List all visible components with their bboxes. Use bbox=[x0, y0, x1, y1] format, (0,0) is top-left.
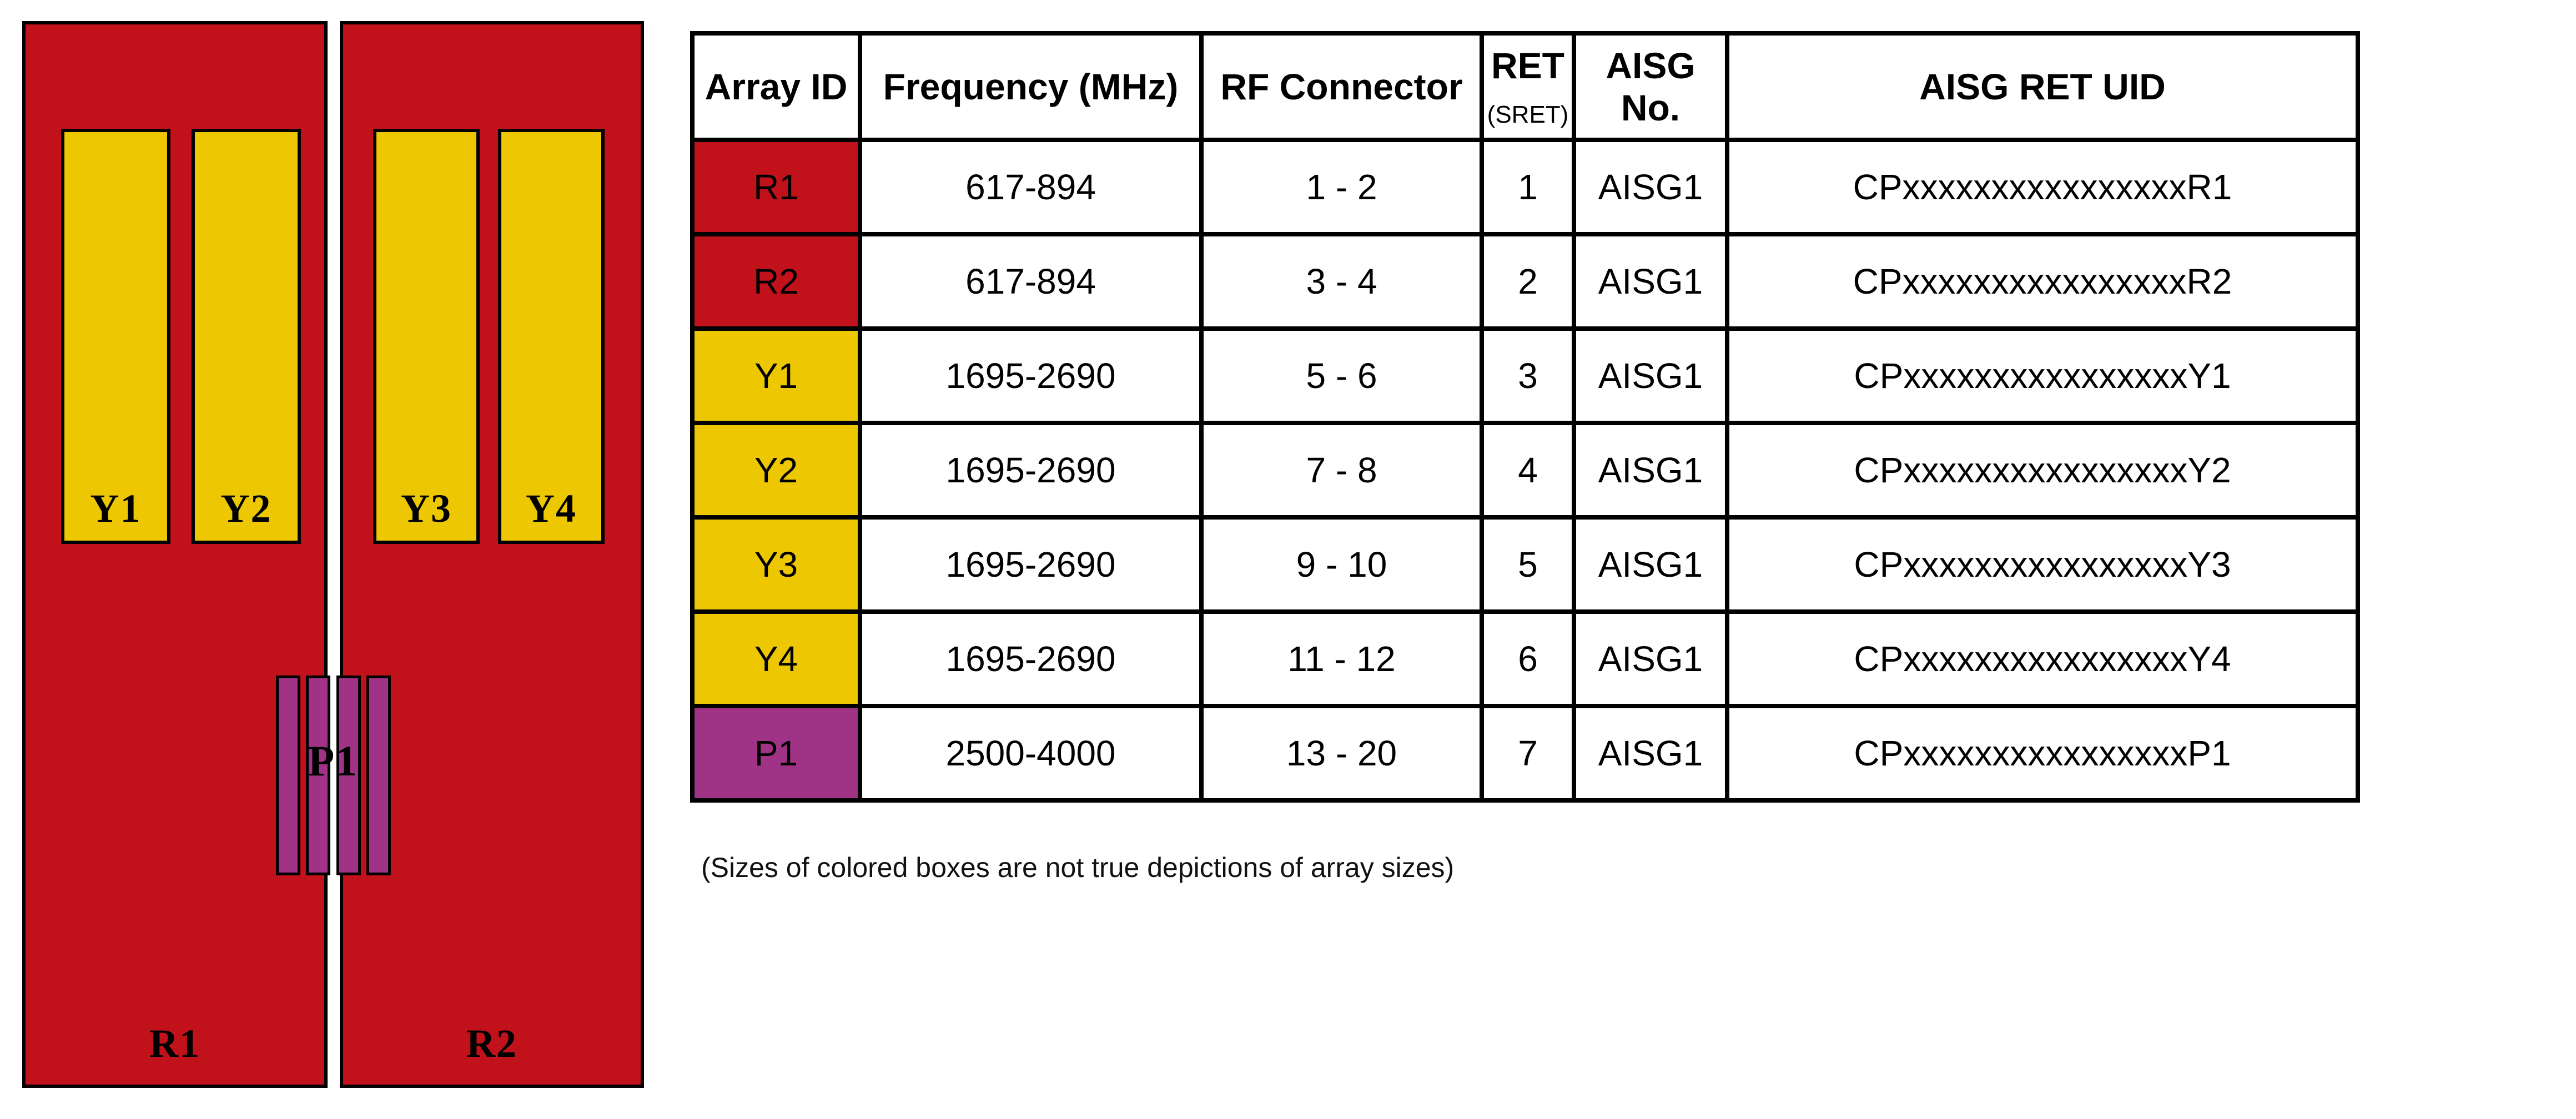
array-id-cell: Y2 bbox=[692, 423, 860, 517]
aisg-no-cell: AISG1 bbox=[1574, 140, 1727, 234]
rf-connector-cell: 13 - 20 bbox=[1201, 706, 1482, 800]
aisg-no-cell: AISG1 bbox=[1574, 423, 1727, 517]
table-row bbox=[692, 234, 2358, 329]
array-id-cell: R1 bbox=[692, 140, 860, 234]
aisg-ret-uid-cell: CPxxxxxxxxxxxxxxxxR2 bbox=[1727, 234, 2358, 329]
frequency-cell: 617-894 bbox=[860, 234, 1201, 329]
array-box-y4-label: Y4 bbox=[526, 486, 577, 531]
array-id-cell: P1 bbox=[692, 706, 860, 800]
col-header-frequency: Frequency (MHz) bbox=[860, 33, 1201, 140]
ret-cell: 7 bbox=[1482, 706, 1574, 800]
aisg-no-cell: AISG1 bbox=[1574, 234, 1727, 329]
ret-cell: 1 bbox=[1482, 140, 1574, 234]
array-box-y4 bbox=[498, 129, 605, 544]
rf-connector-cell: 7 - 8 bbox=[1201, 423, 1482, 517]
aisg-no-cell: AISG1 bbox=[1574, 706, 1727, 800]
table-row bbox=[692, 329, 2358, 423]
frequency-cell: 617-894 bbox=[860, 140, 1201, 234]
aisg-ret-uid-cell: CPxxxxxxxxxxxxxxxxY4 bbox=[1727, 612, 2358, 706]
aisg-ret-uid-cell: CPxxxxxxxxxxxxxxxxY3 bbox=[1727, 517, 2358, 612]
frequency-cell: 1695-2690 bbox=[860, 517, 1201, 612]
array-box-y1 bbox=[61, 129, 170, 544]
table-row bbox=[692, 140, 2358, 234]
aisg-no-cell: AISG1 bbox=[1574, 329, 1727, 423]
col-header-aisg-no: AISG No. bbox=[1574, 33, 1727, 140]
ret-cell: 5 bbox=[1482, 517, 1574, 612]
array-id-cell: Y3 bbox=[692, 517, 860, 612]
aisg-no-cell: AISG1 bbox=[1574, 612, 1727, 706]
rf-connector-cell: 9 - 10 bbox=[1201, 517, 1482, 612]
table-row bbox=[692, 612, 2358, 706]
port-mapping-table bbox=[690, 31, 2360, 803]
aisg-ret-uid-cell: CPxxxxxxxxxxxxxxxxY1 bbox=[1727, 329, 2358, 423]
array-box-y1-label: Y1 bbox=[90, 486, 142, 531]
array-box-y3 bbox=[373, 129, 480, 544]
rf-connector-cell: 3 - 4 bbox=[1201, 234, 1482, 329]
col-header-array-id: Array ID bbox=[692, 33, 860, 140]
table-row bbox=[692, 706, 2358, 800]
col-header-ret bbox=[1482, 33, 1574, 140]
ret-cell: 4 bbox=[1482, 423, 1574, 517]
frequency-cell: 1695-2690 bbox=[860, 329, 1201, 423]
ret-cell: 3 bbox=[1482, 329, 1574, 423]
table-row bbox=[692, 517, 2358, 612]
array-id-cell: Y4 bbox=[692, 612, 860, 706]
frequency-cell: 1695-2690 bbox=[860, 612, 1201, 706]
panel-r2-label: R2 bbox=[466, 1021, 517, 1066]
col-header-aisg-ret-uid: AISG RET UID bbox=[1727, 33, 2358, 140]
array-id-cell: Y1 bbox=[692, 329, 860, 423]
ret-header-sub: (SRET) bbox=[1487, 101, 1569, 128]
aisg-ret-uid-cell: CPxxxxxxxxxxxxxxxxR1 bbox=[1727, 140, 2358, 234]
array-box-y2 bbox=[192, 129, 301, 544]
aisg-ret-uid-cell: CPxxxxxxxxxxxxxxxxY2 bbox=[1727, 423, 2358, 517]
rf-connector-cell: 11 - 12 bbox=[1201, 612, 1482, 706]
aisg-no-cell: AISG1 bbox=[1574, 517, 1727, 612]
footnote: (Sizes of colored boxes are not true depictions of array sizes) bbox=[701, 852, 1455, 883]
panel-r1-label: R1 bbox=[149, 1021, 200, 1066]
ret-header-main: RET bbox=[1491, 45, 1564, 86]
array-box-y3-label: Y3 bbox=[401, 486, 452, 531]
rf-connector-cell: 5 - 6 bbox=[1201, 329, 1482, 423]
aisg-ret-uid-cell: CPxxxxxxxxxxxxxxxxP1 bbox=[1727, 706, 2358, 800]
array-box-y2-label: Y2 bbox=[220, 486, 272, 531]
table-row bbox=[692, 423, 2358, 517]
p1-group-label: P1 bbox=[308, 737, 359, 785]
ret-cell: 2 bbox=[1482, 234, 1574, 329]
array-id-cell: R2 bbox=[692, 234, 860, 329]
frequency-cell: 1695-2690 bbox=[860, 423, 1201, 517]
rf-connector-cell: 1 - 2 bbox=[1201, 140, 1482, 234]
frequency-cell: 2500-4000 bbox=[860, 706, 1201, 800]
table-header-row bbox=[692, 33, 2358, 140]
ret-cell: 6 bbox=[1482, 612, 1574, 706]
col-header-rf-connector: RF Connector bbox=[1201, 33, 1482, 140]
